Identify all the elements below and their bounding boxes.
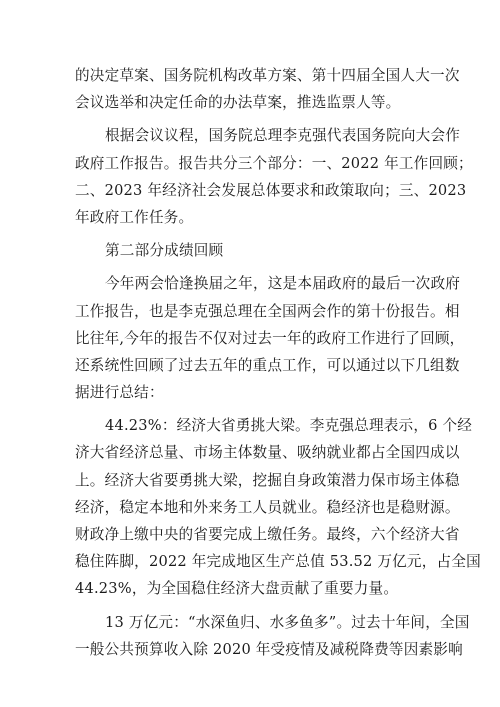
text-line: 13 万亿元：“水深鱼归、水多鱼多”。过去十年间，全国 [105,613,470,631]
body-text [75,62,481,663]
text-line: 二、2023 年经济社会发展总体要求和政策取向；三、2023 [75,181,467,199]
text-line: 的决定草案、国务院机构改革方案、第十四届全国人大一次 [75,67,460,84]
text-line: 稳住阵脚，2022 年完成地区生产总值 53.52 万亿元，占全国 [75,553,481,571]
text-line: 第二部分成绩回顾 [105,242,224,260]
text-line: 济大省经济总量、市场主体数量、吸纳就业都占全国四成以 [75,444,460,462]
text-line: 44.23%：经济大省勇挑大梁。李克强总理表示，6 个经 [105,417,473,435]
text-line: 今年两会恰逢换届之年，这是本届政府的最后一次政府 [105,275,461,293]
text-line: 比往年,今年的报告不仅对过去一年的政府工作进行了回顾， [75,329,465,347]
text-line: 经济，稳定本地和外来务工人员就业。稳经济也是稳财源。 [75,498,460,516]
text-line: 还系统性回顾了过去五年的重点工作，可以通过以下几组数 [75,356,460,374]
text-line: 年政府工作任务。 [75,208,194,226]
text-line: 44.23%，为全国稳住经济大盘贡献了重要力量。 [75,580,399,598]
text-line: 根据会议议程，国务院总理李克强代表国务院向大会作 [105,127,461,145]
text-line: 据进行总结： [75,384,164,402]
text-line: 财政净上缴中央的省要完成上缴任务。最终，六个经济大省 [75,526,460,543]
text-line: 工作报告，也是李克强总理在全国两会作的第十份报告。相 [75,302,460,320]
text-line: 一般公共预算收入除 2020 年受疫情及减税降费等因素影响 [75,640,463,658]
text-line: 会议选举和决定任命的办法草案，推选监票人等。 [75,94,401,112]
text-line: 政府工作报告。报告共分三个部分：一、2022 年工作回顾； [75,154,473,172]
text-line: 上。经济大省要勇挑大梁，挖掘自身政策潜力保市场主体稳 [75,471,460,489]
